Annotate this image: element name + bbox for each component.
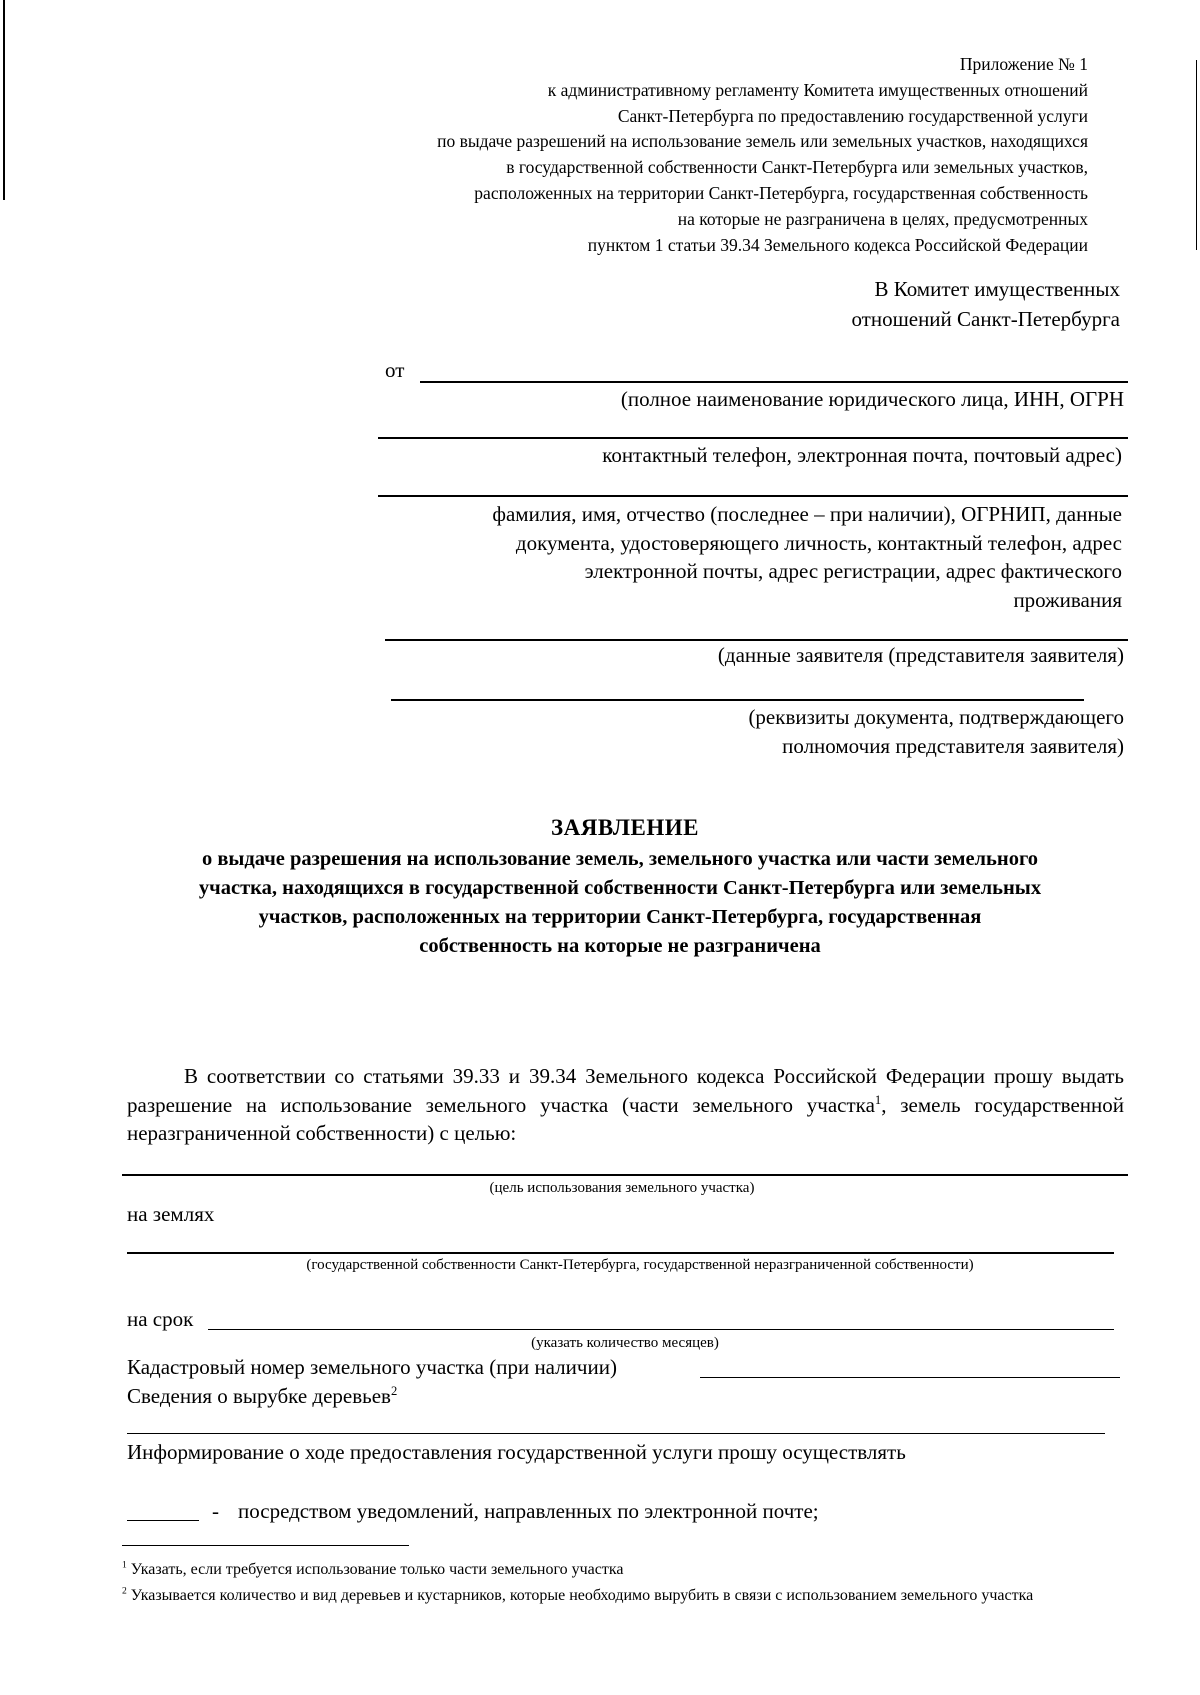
appendix-line: по выдаче разрешений на использование земель или земельных участков, находящихся (437, 131, 1088, 152)
inform-text: Информирование о ходе предоставления государственной услуги прошу осуществлять (127, 1440, 906, 1464)
cadastral-number-field[interactable] (700, 1377, 1120, 1378)
footnote-1 (122, 1558, 1122, 1582)
footnote-separator (122, 1545, 409, 1546)
scan-margin-left (3, 0, 5, 200)
document-title: ЗАЯВЛЕНИЕ (551, 815, 699, 840)
purpose-field[interactable] (122, 1174, 1128, 1176)
term-label: на срок (127, 1307, 194, 1331)
caption-lands: (государственной собственности Санкт-Петербурга, государственной неразграниченной собственности) (306, 1257, 974, 1273)
term-field[interactable] (208, 1329, 1114, 1330)
caption-representative: (данные заявителя (представителя заявителя) (717, 643, 1124, 667)
caption-term: (указать количество месяцев) (531, 1335, 719, 1351)
caption-authority-line: (реквизиты документа, подтверждающего (748, 705, 1124, 729)
subtitle-line: собственность на которые не разграничена (419, 935, 821, 957)
recipient-block (620, 274, 1120, 334)
scan-margin-right (1196, 60, 1197, 250)
applicant-legal-field[interactable] (378, 437, 1128, 439)
appendix-line: Санкт-Петербурга по предоставлению государственной услуги (617, 105, 1088, 126)
trees-label-text: Сведения о вырубке деревьев (127, 1384, 391, 1408)
caption-authority-line: полномочия представителя заявителя) (782, 733, 1124, 758)
email-option-field[interactable] (127, 1520, 199, 1521)
cadastral-label: Кадастровый номер земельного участка (при наличии) (127, 1355, 617, 1379)
appendix-line: к административному регламенту Комитета имущественных отношений (547, 79, 1088, 100)
lands-label: на землях (127, 1202, 215, 1226)
trees-label (127, 1382, 397, 1410)
from-label: от (385, 358, 405, 382)
trees-field[interactable] (127, 1433, 1105, 1434)
footnote-2-text: Указывается количество и вид деревьев и кустарников, которые необходимо вырубить в связи с использованием земельного участка (130, 1587, 1034, 1604)
paragraph-text-part1: В соответствии со статьями 39.33 и 39.34 Земельного кодекса Российской Федерации прошу выдать разрешение на использование земельного участка (части земельного участка (127, 1064, 1124, 1117)
caption-person-line: проживания (1013, 587, 1122, 612)
caption-person-line: электронной почты, адрес регистрации, адрес фактического (584, 559, 1122, 583)
appendix-line: расположенных на территории Санкт-Петербурга, государственная собственность (474, 182, 1088, 203)
caption-person-line: фамилия, имя, отчество (последнее – при наличии), ОГРНИП, данные (492, 502, 1122, 526)
appendix-line: пунктом 1 статьи 39.34 Земельного кодекса Российской Федерации (587, 234, 1088, 255)
appendix-line: Приложение № 1 (959, 54, 1088, 74)
footnote-2-number: 2 (122, 1585, 127, 1597)
caption-person-line: документа, удостоверяющего личность, контактный телефон, адрес (515, 530, 1122, 555)
caption-person (342, 500, 1122, 614)
appendix-line: в государственной собственности Санкт-Петербурга или земельных участков, (506, 157, 1088, 178)
paragraph-text-part2: , земель государственной неразграниченной собственности) с целью: (127, 1092, 1124, 1145)
footnote-1-text: Указать, если требуется использование только части земельного участка (130, 1561, 624, 1578)
subtitle-line: участков, расположенных на территории Санкт-Петербурга, государственная (258, 906, 982, 928)
recipient-line: В Комитет имущественных (874, 277, 1120, 301)
footnote-ref-2: 2 (390, 1384, 398, 1398)
applicant-name-field[interactable] (420, 381, 1128, 383)
document-subtitle (100, 845, 1140, 961)
footnote-ref-1: 1 (874, 1092, 882, 1107)
caption-legal-entity: (полное наименование юридического лица, ИНН, ОГРН (620, 387, 1124, 411)
lands-field[interactable] (127, 1252, 1114, 1254)
request-paragraph (127, 1062, 1124, 1148)
footnote-2 (122, 1584, 1102, 1608)
recipient-line: отношений Санкт-Петербурга (851, 307, 1120, 331)
subtitle-line: участка, находящихся в государственной собственности Санкт-Петербурга или земельных (198, 877, 1042, 899)
caption-authority (424, 703, 1124, 760)
footnote-1-number: 1 (122, 1559, 127, 1571)
caption-contacts: контактный телефон, электронная почта, почтовый адрес) (602, 443, 1122, 467)
applicant-contacts-field[interactable] (378, 495, 1128, 497)
appendix-line: на которые не разграничена в целях, предусмотренных (677, 208, 1088, 229)
email-option-dash: - (212, 1499, 219, 1523)
authority-document-field[interactable] (391, 699, 1084, 701)
subtitle-line: о выдаче разрешения на использование земель, земельного участка или части земельного (201, 848, 1038, 870)
email-option-text: посредством уведомлений, направленных по электронной почте; (238, 1499, 819, 1523)
caption-purpose: (цель использования земельного участка) (489, 1180, 755, 1196)
appendix-header (188, 52, 1088, 258)
